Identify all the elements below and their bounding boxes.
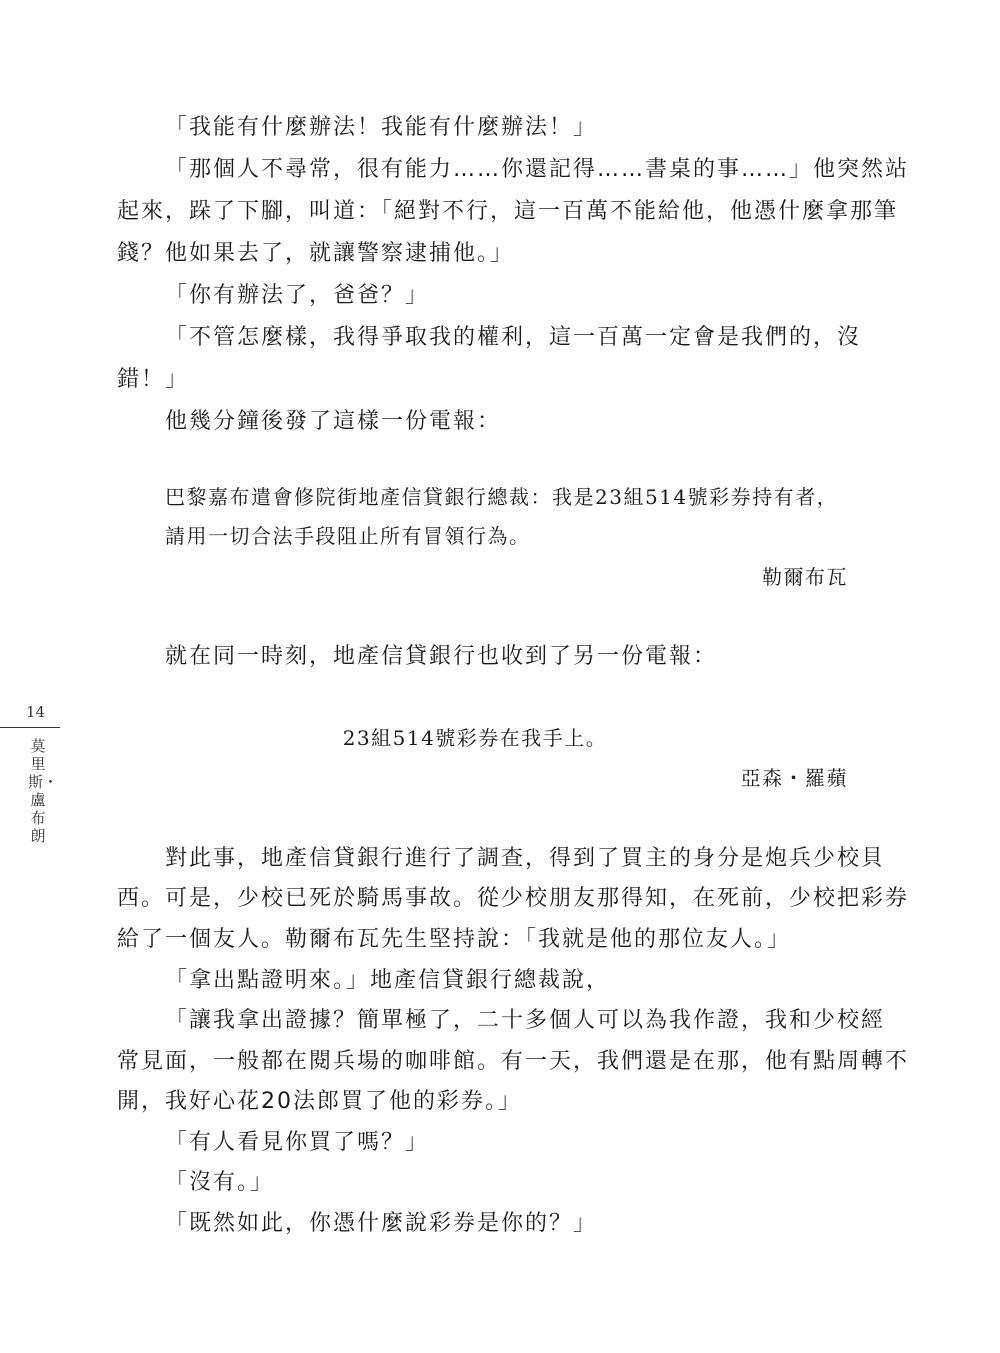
paragraph-line: 就在同一時刻，地產信貸銀行也收到了另一份電報：	[165, 644, 718, 669]
telegram-text: 巴黎嘉布遣會修院街地產信貸銀行總裁：我是23組514號彩券持有者，	[165, 485, 839, 509]
paragraph-line: 「沒有。」	[165, 1170, 275, 1195]
paragraph-line: 錢？他如果去了，就讓警察逮捕他。」	[117, 241, 515, 266]
margin-divider	[0, 727, 60, 728]
paragraph-line: 「我能有什麼辦法！我能有什麼辦法！」	[165, 115, 598, 140]
paragraph-line: 「有人看見你買了嗎？」	[165, 1130, 430, 1155]
paragraph-line: 「不管怎麼樣，我得爭取我的權利，這一百萬一定會是我們的，沒	[165, 325, 862, 350]
telegram-signature: 勒爾布瓦	[762, 565, 848, 589]
telegram-text: 請用一切合法手段阻止所有冒領行為。	[165, 524, 531, 548]
paragraph-line: 起來，跺了下腳，叫道：「絕對不行，這一百萬不能給他，他憑什麼拿那筆	[117, 199, 899, 224]
telegram-text: 23組514號彩券在我手上。	[342, 726, 608, 750]
paragraph-line: 開，我好心花20法郎買了他的彩券。」	[117, 1089, 522, 1114]
paragraph-line: 西。可是，少校已死於騎馬事故。從少校朋友那得知，在死前，少校把彩券	[117, 886, 910, 911]
page-number: 14	[26, 703, 46, 721]
paragraph-line: 「那個人不尋常，很有能力……你還記得……書桌的事……」他突然站	[165, 157, 910, 182]
paragraph-line: 「拿出點證明來。」地產信貸銀行總裁說，	[165, 968, 611, 993]
telegram-signature: 亞森・羅蘋	[740, 766, 848, 790]
paragraph-line: 「你有辦法了，爸爸？」	[165, 283, 430, 308]
running-author: 莫里斯・盧布朗	[28, 737, 59, 845]
paragraph-line: 錯！」	[117, 367, 190, 392]
paragraph-line: 「讓我拿出證據？簡單極了，二十多個人可以為我作證，我和少校經	[165, 1008, 886, 1033]
paragraph-line: 對此事，地產信貸銀行進行了調查，得到了買主的身分是炮兵少校貝	[165, 846, 886, 871]
paragraph-line: 他幾分鐘後發了這樣一份電報：	[165, 409, 502, 434]
paragraph-line: 「既然如此，你憑什麼說彩券是你的？」	[165, 1211, 598, 1236]
paragraph-line: 給了一個友人。勒爾布瓦先生堅持說：「我就是他的那位友人。」	[117, 927, 792, 952]
paragraph-line: 常見面，一般都在閱兵場的咖啡館。有一天，我們還是在那，他有點周轉不	[117, 1049, 910, 1074]
